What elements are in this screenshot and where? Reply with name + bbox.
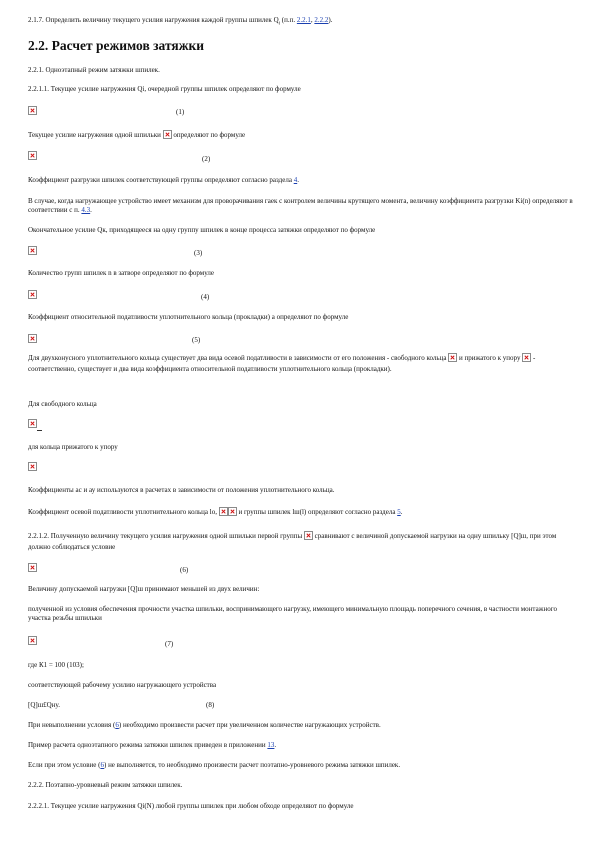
formula-image-icon	[228, 507, 237, 516]
text: Пример расчета одноэтапного режима затяжки шпилек приведен в приложении	[28, 741, 268, 749]
formula-number: (1)	[176, 108, 185, 116]
link-condition-6[interactable]: 6	[100, 761, 104, 769]
paragraph: 2.2.2.1. Текущее усилие нагружения Qi(N) любой группы шпилек при любом обходе определяют по формуле	[28, 802, 354, 810]
formula-image-icon	[28, 151, 37, 160]
paragraph: полученной из условия обеспечения прочности участка шпильки, воспринимающего нагрузку, имеющего минимальную площадь поперечного сечения, в частности монтажного участка резьбы шпильки	[28, 605, 557, 622]
formula-block	[28, 419, 37, 429]
text: При невыполнении условия (	[28, 721, 116, 729]
text: [Q]ш£Qну.	[28, 701, 60, 709]
paragraph: где К1 = 100 (103);	[28, 661, 84, 669]
formula-image-icon	[28, 334, 37, 343]
text: .	[90, 206, 92, 214]
link-section-4[interactable]: 4	[293, 176, 298, 184]
paragraph	[28, 176, 573, 185]
paragraph: Количество групп шпилек n в затворе определяют по формуле	[28, 269, 215, 277]
formula-image-icon	[28, 246, 37, 255]
text: и прижатого к упору	[458, 354, 521, 362]
formula-image-icon	[448, 353, 457, 362]
text: Если при этом условие (	[28, 761, 101, 769]
formula-image-icon	[28, 636, 37, 645]
text: (п.п.	[280, 16, 297, 24]
paragraph	[28, 507, 573, 517]
underline	[37, 430, 42, 431]
paragraph	[28, 197, 573, 215]
paragraph	[28, 761, 573, 770]
link-4-3[interactable]: 4.3	[81, 206, 91, 214]
formula-image-icon	[28, 462, 37, 471]
text: .	[400, 508, 403, 516]
text: ,	[310, 16, 315, 24]
text: сравнивают с величиной допускаемой нагрузки на одну шпильку [Q]ш, при этом должно соблюдаться условие	[28, 532, 557, 551]
text: ) необходимо произвести расчет при увеличенном количестве нагружающих устройств.	[118, 721, 381, 729]
paragraph: 2.2.1.1. Текущее усилие нагружения Qi, очередной группы шпилек определяют по формуле	[28, 85, 301, 93]
link-appendix-13[interactable]: 13	[267, 741, 275, 749]
formula-image-icon	[219, 507, 228, 516]
text: Коэффициент разгрузки шпилек соответствующей группы определяют согласно раздела	[28, 176, 294, 184]
paragraph: для кольца прижатого к упору	[28, 443, 118, 451]
formula-number: (4)	[201, 293, 210, 301]
text: - соответственно, существует и два вида коэффициента относительной податливости уплотнительного кольца (прокладки).	[28, 354, 536, 373]
formula-number: (7)	[165, 640, 174, 648]
paragraph	[28, 531, 573, 553]
link-section-5[interactable]: 5	[397, 508, 401, 516]
formula-number: (3)	[194, 249, 203, 257]
text: ) не выполняется, то необходимо произвести расчет поэтапно-уровневого режима затяжки шпилек.	[103, 761, 401, 769]
formula-number: (5)	[192, 336, 201, 344]
text: В случае, когда нагружающее устройство имеет механизм для проворачивания гаек с контролем величины крутящего момента, величину коэффициента разгрузки Ki(n) определяют в соответствии с п.	[28, 197, 573, 214]
formula-number: (2)	[202, 155, 211, 163]
paragraph	[28, 130, 573, 140]
formula-image-icon	[28, 106, 37, 115]
formula-number: (6)	[180, 566, 189, 574]
link-condition-6[interactable]: 6	[115, 721, 119, 729]
formula-image-icon	[28, 563, 37, 572]
link-2-2-1[interactable]: 2.2.1	[296, 16, 311, 24]
text: .	[274, 741, 277, 749]
text: ).	[328, 16, 333, 24]
paragraph	[28, 701, 573, 710]
text: 2.1.7. Определить величину текущего усилия нагружения каждой группы шпилек Q	[28, 16, 279, 24]
paragraph: Коэффициент относительной податливости уплотнительного кольца (прокладки) a определяют по формуле	[28, 313, 349, 321]
paragraph: 2.2.2. Поэтапно-уровневый режим затяжки шпилек.	[28, 781, 183, 789]
paragraph: Величину допускаемой нагрузки [Q]ш принимают меньшей из двух величин:	[28, 585, 260, 593]
paragraph	[28, 721, 573, 730]
formula-image-icon	[28, 290, 37, 299]
text: и группы шпилек lш(l) определяют согласно раздела	[238, 508, 398, 516]
paragraph: Для свободного кольца	[28, 400, 97, 408]
formula-image-icon	[28, 419, 37, 428]
text: .	[297, 176, 299, 184]
paragraph-2-1-7	[28, 16, 573, 28]
text: Для двухконусного уплотнительного кольца существует два вида осевой податливости в зависимости от его положения - свободного кольца	[28, 354, 447, 362]
paragraph	[28, 353, 573, 375]
paragraph: 2.2.1. Одноэтапный режим затяжки шпилек.	[28, 66, 160, 74]
formula-image-icon	[163, 130, 172, 139]
text: 2.2.1.2. Полученную величину текущего усилия нагружения одной шпильки первой группы	[28, 532, 303, 540]
paragraph	[28, 741, 573, 750]
subscript: i	[278, 21, 281, 27]
formula-number: (8)	[206, 701, 215, 709]
paragraph: соответствующей рабочему усилию нагружающего устройства	[28, 681, 217, 689]
formula-image-icon	[522, 353, 531, 362]
text: Коэффициент осевой податливости уплотнительного кольца lо,	[28, 508, 217, 516]
section-heading: 2.2. Расчет режимов затяжки	[28, 38, 205, 53]
link-2-2-2[interactable]: 2.2.2	[314, 16, 329, 24]
text: Текущее усилие нагружения одной шпильки	[28, 131, 161, 139]
paragraph: Окончательное усилие Qк, приходящееся на одну группу шпилек в конце процесса затяжки определяют по формуле	[28, 226, 376, 234]
formula-image-icon	[304, 531, 313, 540]
paragraph: Коэффициенты ас и ау используются в расчетах в зависимости от положения уплотнительного кольца.	[28, 486, 335, 494]
text: определяют по формуле	[173, 131, 246, 139]
